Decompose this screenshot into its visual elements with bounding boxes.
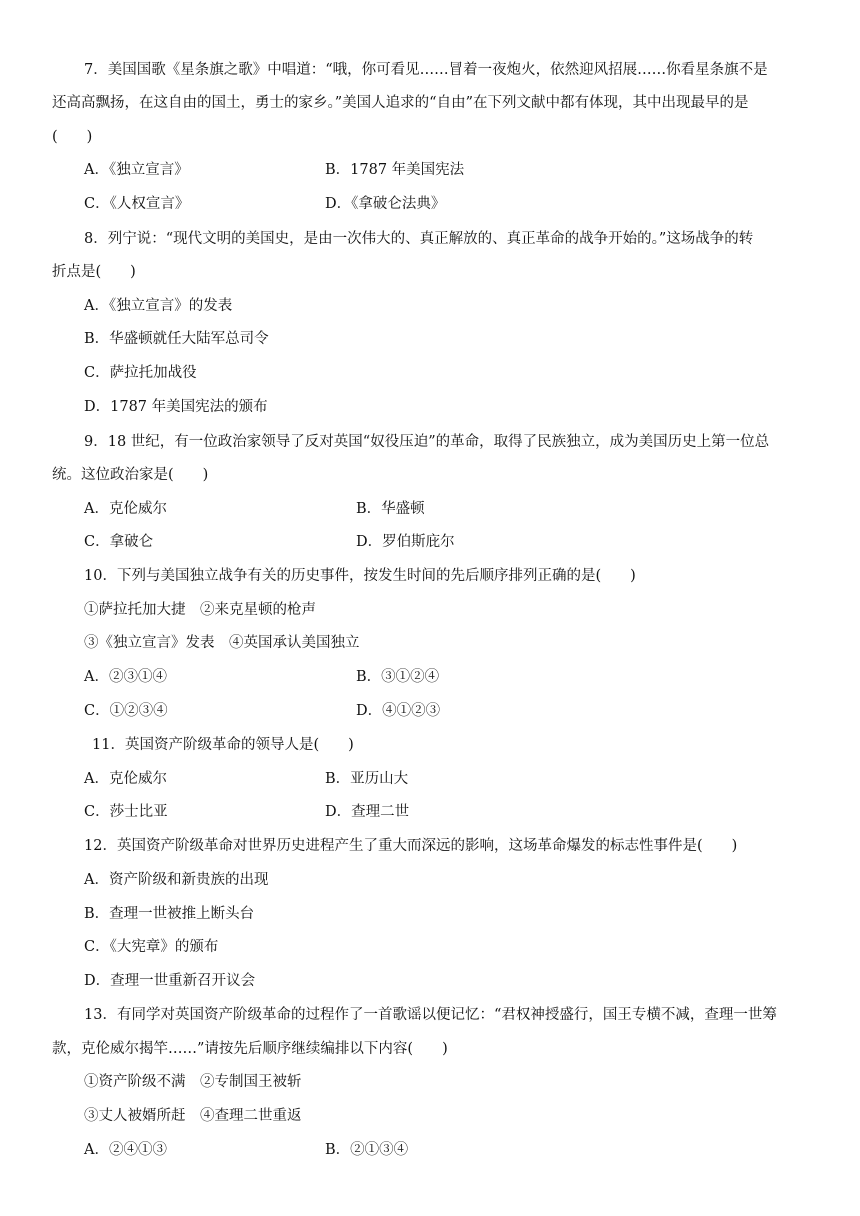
question-stem-line: 8．列宁说：“现代文明的美国史，是由一次伟大的、真正解放的、真正革命的战争开始的。”这场战争的转: [84, 231, 754, 247]
question-stem-line: 款，克伦威尔揭竿……”请按先后顺序继续编排以下内容( ): [52, 1041, 448, 1057]
option-b: B．②①③④: [325, 1142, 409, 1158]
option-d: D．查理一世重新召开议会: [84, 973, 256, 989]
option-b: B．华盛顿就任大陆军总司令: [84, 331, 269, 347]
option-c: C．莎士比亚: [84, 804, 168, 820]
answer-blank: ( ): [52, 129, 93, 145]
question-stem-line: 11．英国资产阶级革命的领导人是( ): [92, 737, 354, 753]
question-stem-line: 12．英国资产阶级革命对世界历史进程产生了重大而深远的影响，这场革命爆发的标志性事件是( ): [84, 838, 738, 854]
question-stem-line: 还高高飘扬，在这自由的国土，勇士的家乡。”美国人追求的“自由”在下列文献中都有体现，其中出现最早的是: [52, 95, 749, 111]
option-a: A．②③①④: [84, 669, 167, 685]
question-stem-line: 统。这位政治家是( ): [52, 467, 209, 483]
option-b: B．查理一世被推上断头台: [84, 906, 255, 922]
option-a: A．克伦威尔: [84, 501, 167, 517]
question-stem-line: 10．下列与美国独立战争有关的历史事件，按发生时间的先后顺序排列正确的是( ): [84, 568, 636, 584]
option-a: A．资产阶级和新贵族的出现: [84, 872, 269, 888]
question-stem-line: 折点是( ): [52, 264, 136, 280]
option-a: A．②④①③: [84, 1142, 167, 1158]
option-d: D．罗伯斯庇尔: [356, 534, 455, 550]
option-d: D．④①②③: [356, 703, 441, 719]
sequence-items: ①资产阶级不满 ②专制国王被斩: [84, 1074, 302, 1090]
option-d: D．查理二世: [325, 804, 410, 820]
option-b: B．1787 年美国宪法: [325, 162, 465, 178]
sequence-items: ①萨拉托加大捷 ②来克星顿的枪声: [84, 602, 316, 618]
option-c: C．拿破仑: [84, 534, 154, 550]
option-c: C．《大宪章》的颁布: [84, 939, 219, 955]
option-a: A．《独立宣言》的发表: [84, 298, 233, 314]
option-a: A．《独立宣言》: [84, 162, 189, 178]
option-c: C．①②③④: [84, 703, 168, 719]
sequence-items: ③丈人被婿所赶 ④查理二世重返: [84, 1108, 302, 1124]
option-c: C．萨拉托加战役: [84, 365, 197, 381]
option-c: C．《人权宣言》: [84, 196, 190, 212]
question-stem-line: 7．美国国歌《星条旗之歌》中唱道：“哦，你可看见……冒着一夜炮火，依然迎风招展……你看星条旗不是: [84, 62, 768, 78]
option-b: B．③①②④: [356, 669, 440, 685]
option-d: D．1787 年美国宪法的颁布: [84, 399, 268, 415]
question-stem-line: 9．18 世纪，有一位政治家领导了反对英国“奴役压迫”的革命，取得了民族独立，成为美国历史上第一位总: [84, 434, 770, 450]
option-b: B．亚历山大: [325, 771, 409, 787]
option-b: B．华盛顿: [356, 501, 425, 517]
option-a: A．克伦威尔: [84, 771, 167, 787]
question-stem-line: 13．有同学对英国资产阶级革命的过程作了一首歌谣以便记忆：“君权神授盛行，国王专横不减，查理一世筹: [84, 1007, 777, 1023]
sequence-items: ③《独立宣言》发表 ④英国承认美国独立: [84, 635, 360, 651]
option-d: D．《拿破仑法典》: [325, 196, 446, 212]
